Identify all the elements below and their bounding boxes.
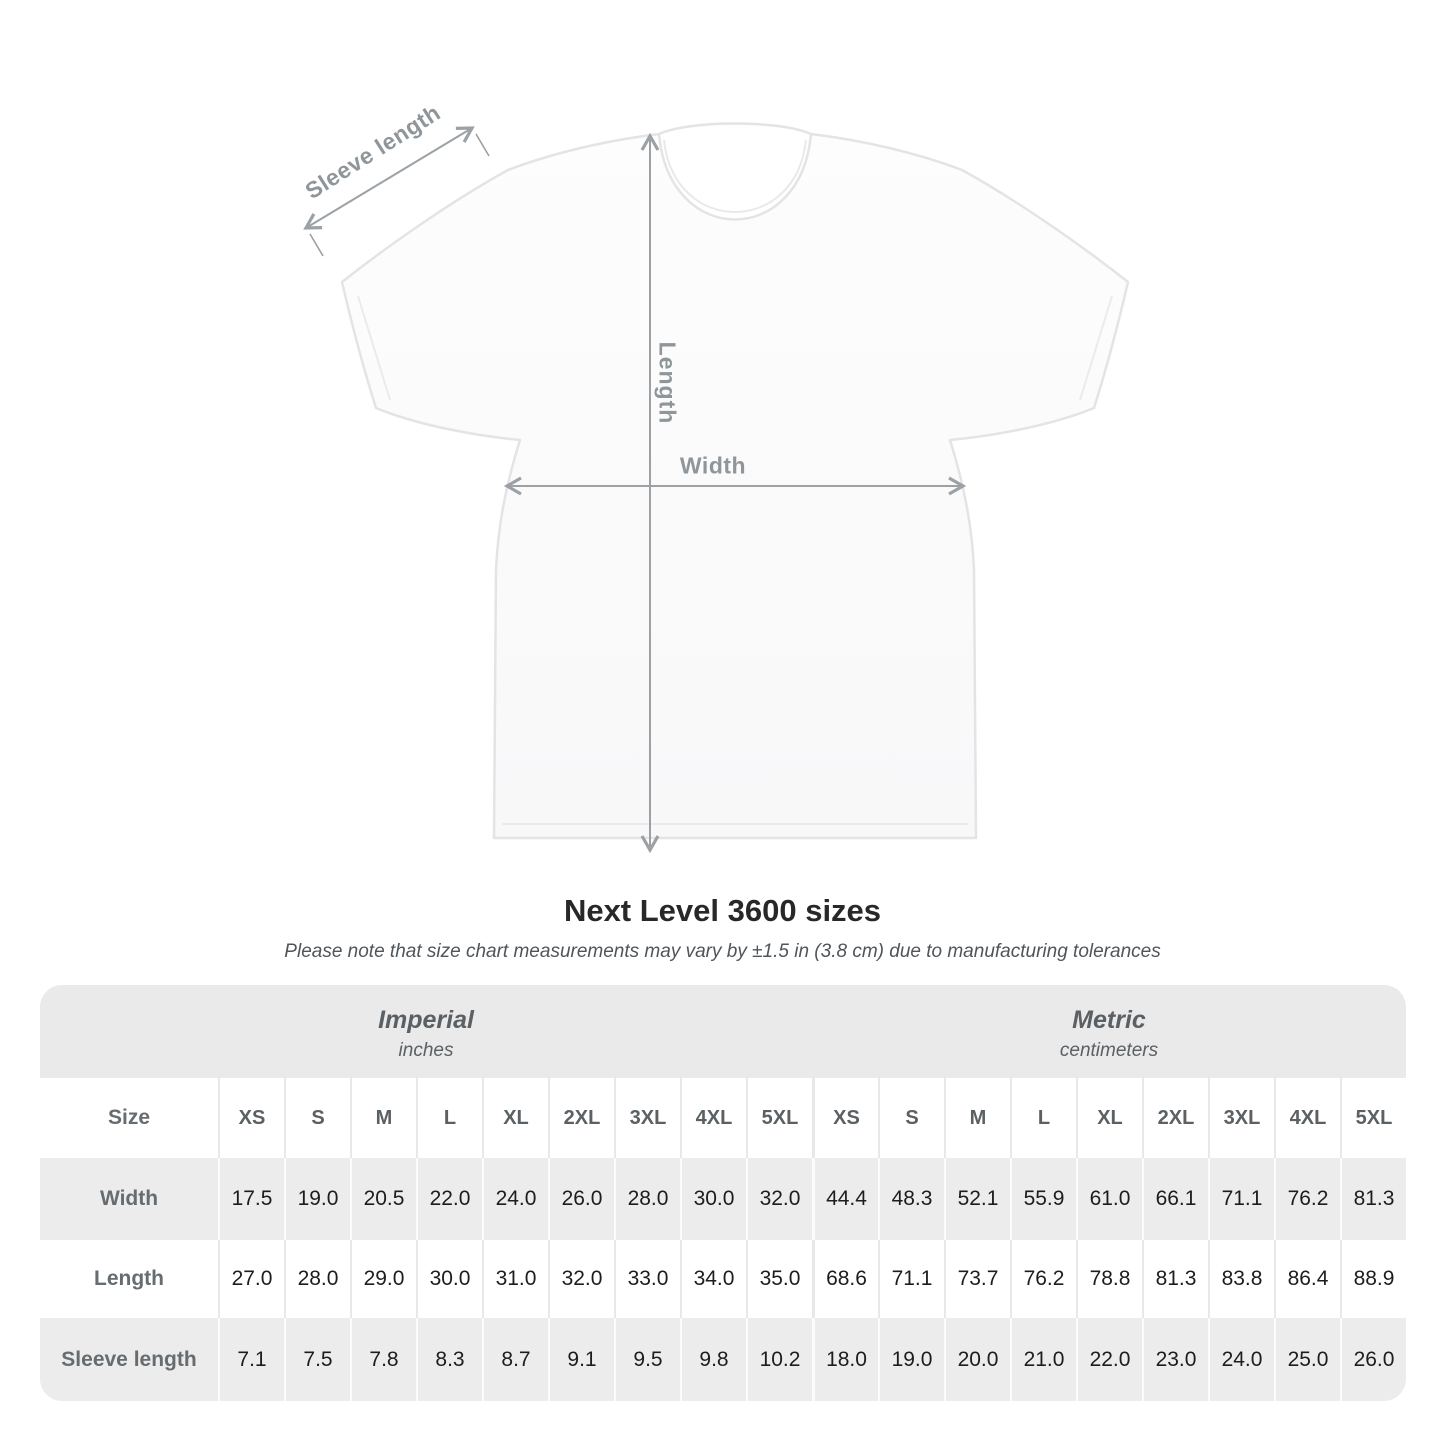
metric-value-cell: 66.1 <box>1142 1158 1208 1240</box>
imperial-value-cell: 32.0 <box>548 1240 614 1318</box>
metric-value-cell: 68.6 <box>812 1240 878 1318</box>
imperial-value-cell: 22.0 <box>416 1158 482 1240</box>
imperial-value-cell: 9.8 <box>680 1318 746 1401</box>
metric-value-cell: 76.2 <box>1010 1240 1076 1318</box>
metric-value-cell: 23.0 <box>1142 1318 1208 1401</box>
metric-title: Metric <box>1072 1005 1146 1034</box>
tshirt-diagram <box>270 90 1170 870</box>
page-title: Next Level 3600 sizes <box>563 893 882 928</box>
imperial-size-header: 3XL <box>614 1078 680 1158</box>
imperial-value-cell: 30.0 <box>416 1240 482 1318</box>
imperial-value-cell: 27.0 <box>218 1240 284 1318</box>
metric-value-cell: 21.0 <box>1010 1318 1076 1401</box>
metric-header <box>812 985 1406 1078</box>
metric-value-cell: 81.3 <box>1142 1240 1208 1318</box>
imperial-size-header: XS <box>218 1078 284 1158</box>
imperial-value-cell: 35.0 <box>746 1240 812 1318</box>
unit-header-row <box>40 985 1406 1078</box>
measurement-row-label: Width <box>40 1158 218 1240</box>
measurement-row-label: Length <box>40 1240 218 1318</box>
imperial-value-cell: 30.0 <box>680 1158 746 1240</box>
metric-size-header: 5XL <box>1340 1078 1406 1158</box>
metric-size-header: XS <box>812 1078 878 1158</box>
length-label: Length <box>654 341 681 425</box>
imperial-value-cell: 8.7 <box>482 1318 548 1401</box>
tolerance-note: Please note that size chart measurements may vary by ±1.5 in (3.8 cm) due to manufacturing tolerances <box>284 941 1161 962</box>
imperial-size-header: S <box>284 1078 350 1158</box>
metric-value-cell: 26.0 <box>1340 1318 1406 1401</box>
imperial-value-cell: 8.3 <box>416 1318 482 1401</box>
imperial-value-cell: 31.0 <box>482 1240 548 1318</box>
imperial-value-cell: 7.5 <box>284 1318 350 1401</box>
imperial-value-cell: 9.1 <box>548 1318 614 1401</box>
imperial-size-header: 5XL <box>746 1078 812 1158</box>
metric-size-header: 3XL <box>1208 1078 1274 1158</box>
imperial-value-cell: 29.0 <box>350 1240 416 1318</box>
metric-value-cell: 88.9 <box>1340 1240 1406 1318</box>
tshirt-illustration <box>270 90 1170 870</box>
imperial-value-cell: 17.5 <box>218 1158 284 1240</box>
metric-value-cell: 48.3 <box>878 1158 944 1240</box>
metric-value-cell: 73.7 <box>944 1240 1010 1318</box>
metric-value-cell: 20.0 <box>944 1318 1010 1401</box>
metric-value-cell: 19.0 <box>878 1318 944 1401</box>
sleeve-length-label: Sleeve length <box>300 99 445 205</box>
imperial-title: Imperial <box>378 1005 474 1034</box>
imperial-header <box>40 985 812 1078</box>
metric-value-cell: 24.0 <box>1208 1318 1274 1401</box>
width-label: Width <box>679 452 747 479</box>
measurement-row-label: Sleeve length <box>40 1318 218 1401</box>
metric-value-cell: 44.4 <box>812 1158 878 1240</box>
imperial-size-header: 4XL <box>680 1078 746 1158</box>
metric-size-header: XL <box>1076 1078 1142 1158</box>
imperial-value-cell: 24.0 <box>482 1158 548 1240</box>
imperial-size-header: 2XL <box>548 1078 614 1158</box>
metric-value-cell: 86.4 <box>1274 1240 1340 1318</box>
size-grid <box>40 1078 1406 1401</box>
imperial-value-cell: 26.0 <box>548 1158 614 1240</box>
size-table <box>40 985 1406 1401</box>
sleeve-tick-top <box>476 134 489 156</box>
imperial-value-cell: 19.0 <box>284 1158 350 1240</box>
metric-value-cell: 71.1 <box>878 1240 944 1318</box>
metric-size-header: 4XL <box>1274 1078 1340 1158</box>
metric-value-cell: 25.0 <box>1274 1318 1340 1401</box>
imperial-size-header: L <box>416 1078 482 1158</box>
metric-size-header: L <box>1010 1078 1076 1158</box>
imperial-value-cell: 20.5 <box>350 1158 416 1240</box>
size-row-label: Size <box>40 1078 218 1158</box>
metric-unit: centimeters <box>1059 1039 1159 1061</box>
metric-value-cell: 83.8 <box>1208 1240 1274 1318</box>
metric-size-header: M <box>944 1078 1010 1158</box>
metric-value-cell: 61.0 <box>1076 1158 1142 1240</box>
metric-value-cell: 71.1 <box>1208 1158 1274 1240</box>
metric-value-cell: 22.0 <box>1076 1318 1142 1401</box>
imperial-size-header: XL <box>482 1078 548 1158</box>
metric-value-cell: 76.2 <box>1274 1158 1340 1240</box>
metric-value-cell: 55.9 <box>1010 1158 1076 1240</box>
imperial-value-cell: 7.1 <box>218 1318 284 1401</box>
imperial-value-cell: 34.0 <box>680 1240 746 1318</box>
metric-value-cell: 18.0 <box>812 1318 878 1401</box>
imperial-size-header: M <box>350 1078 416 1158</box>
metric-value-cell: 78.8 <box>1076 1240 1142 1318</box>
imperial-value-cell: 32.0 <box>746 1158 812 1240</box>
metric-size-header: S <box>878 1078 944 1158</box>
metric-value-cell: 52.1 <box>944 1158 1010 1240</box>
imperial-value-cell: 28.0 <box>284 1240 350 1318</box>
imperial-value-cell: 28.0 <box>614 1158 680 1240</box>
imperial-value-cell: 7.8 <box>350 1318 416 1401</box>
sleeve-tick-bottom <box>310 234 323 256</box>
imperial-unit: inches <box>398 1039 454 1061</box>
metric-size-header: 2XL <box>1142 1078 1208 1158</box>
imperial-value-cell: 33.0 <box>614 1240 680 1318</box>
imperial-value-cell: 10.2 <box>746 1318 812 1401</box>
imperial-value-cell: 9.5 <box>614 1318 680 1401</box>
tshirt-shape <box>342 124 1128 839</box>
metric-value-cell: 81.3 <box>1340 1158 1406 1240</box>
